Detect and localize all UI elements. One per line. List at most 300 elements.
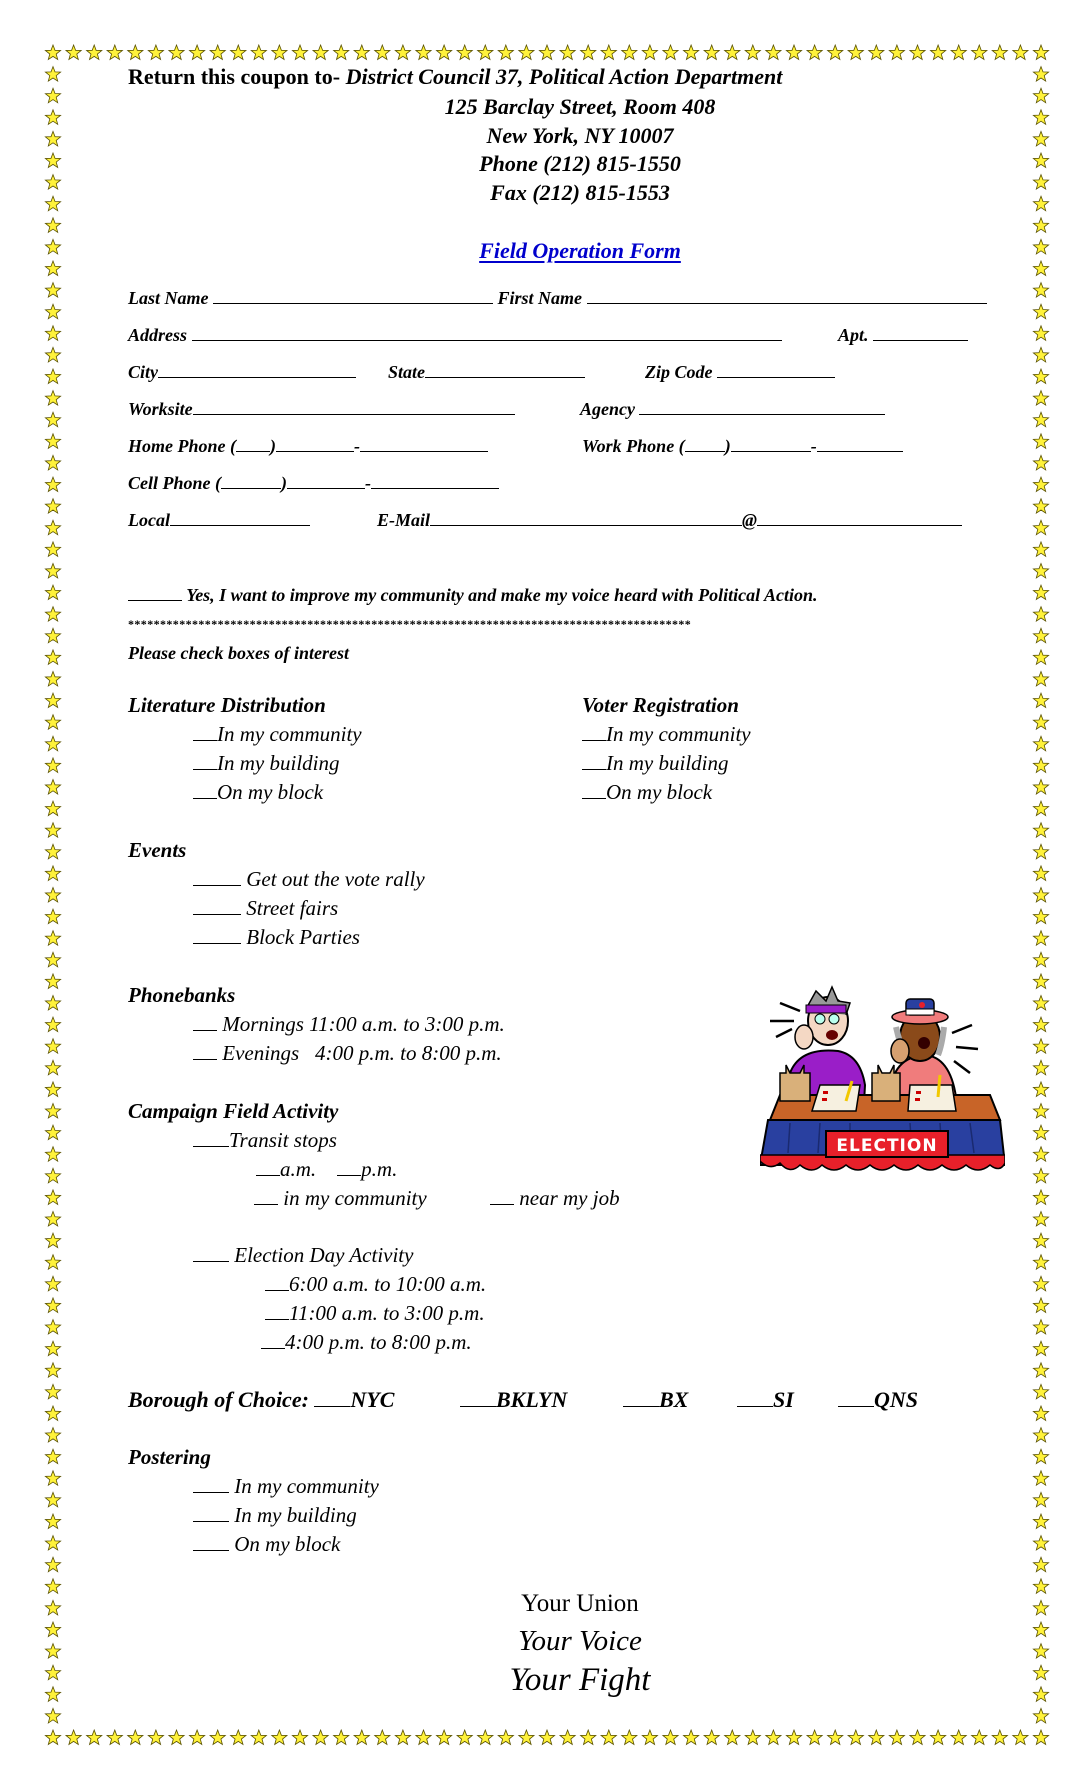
events-heading: Events xyxy=(128,838,187,862)
star-icon xyxy=(1033,1212,1048,1227)
cell-phone-label: Cell Phone ( xyxy=(128,473,221,493)
checkbox[interactable] xyxy=(193,784,217,799)
star-icon xyxy=(498,45,513,60)
state-label: State xyxy=(388,362,426,382)
star-icon xyxy=(45,1514,60,1528)
borough-bklyn: BKLYN xyxy=(496,1387,568,1412)
star-icon xyxy=(931,45,946,60)
borough-si: SI xyxy=(773,1387,794,1412)
checkbox[interactable] xyxy=(193,726,217,741)
star-icon xyxy=(210,1730,225,1745)
opt-in-checkbox[interactable] xyxy=(128,586,182,601)
star-icon xyxy=(45,1276,60,1291)
star-icon xyxy=(457,45,472,60)
star-icon xyxy=(1013,45,1028,60)
star-icon xyxy=(45,909,60,924)
star-icon xyxy=(45,1298,60,1313)
star-icon xyxy=(45,1233,60,1248)
star-icon xyxy=(1033,823,1048,838)
transit-location-row: in my community xyxy=(254,1186,427,1211)
form-title-link[interactable]: Field Operation Form xyxy=(479,238,681,263)
star-icon xyxy=(1033,45,1048,60)
city-row xyxy=(128,362,356,383)
phonebanks-item: Mornings 11:00 a.m. to 3:00 p.m. xyxy=(193,1012,505,1037)
star-icon xyxy=(931,1730,946,1745)
star-icon xyxy=(334,45,349,60)
literature-item: In my building xyxy=(193,751,339,776)
star-icon xyxy=(45,1406,60,1420)
cell-phone-area-field[interactable] xyxy=(221,474,281,489)
star-icon xyxy=(807,45,822,60)
paren: ) xyxy=(281,473,287,493)
literature-heading: Literature Distribution xyxy=(128,693,326,717)
slogan-voice: Your Voice xyxy=(518,1625,642,1657)
star-icon xyxy=(1033,715,1048,730)
star-icon xyxy=(45,607,60,621)
voter-item: In my community xyxy=(582,722,751,747)
checkbox[interactable] xyxy=(582,784,606,799)
star-icon xyxy=(231,1730,246,1745)
star-icon xyxy=(910,45,925,60)
election-slot: 6:00 a.m. to 10:00 a.m. xyxy=(265,1272,486,1297)
checkbox[interactable] xyxy=(623,1392,659,1407)
checkbox[interactable] xyxy=(582,726,606,741)
star-icon xyxy=(1033,931,1048,946)
star-icon xyxy=(45,218,60,233)
home-phone-line-field[interactable] xyxy=(360,437,488,452)
star-icon xyxy=(45,1384,60,1398)
checkbox[interactable] xyxy=(265,1276,289,1291)
star-icon xyxy=(745,1730,760,1745)
checkbox[interactable] xyxy=(582,755,606,770)
star-icon xyxy=(869,45,884,60)
star-icon xyxy=(1033,650,1048,664)
literature-item: In my community xyxy=(193,722,362,747)
election-day-item: Election Day Activity xyxy=(193,1243,413,1268)
star-icon xyxy=(1033,801,1048,816)
address-field[interactable] xyxy=(192,326,782,341)
star-icon xyxy=(395,45,410,60)
star-icon xyxy=(725,45,740,60)
star-icon xyxy=(1033,218,1048,233)
star-icon xyxy=(1033,780,1048,795)
phonebanks-heading: Phonebanks xyxy=(128,983,236,1007)
star-icon xyxy=(1033,1125,1048,1140)
star-icon xyxy=(910,1730,925,1745)
star-icon xyxy=(1033,434,1048,449)
star-icon xyxy=(45,801,60,816)
star-icon xyxy=(45,304,60,319)
separator: **************************************************************************************** xyxy=(128,617,692,631)
paren: ) xyxy=(724,436,731,456)
star-icon xyxy=(272,45,287,60)
star-icon xyxy=(725,1730,740,1745)
star-icon xyxy=(1033,1298,1048,1313)
city-state-zip: New York, NY 10007 xyxy=(486,123,674,148)
star-icon xyxy=(581,45,596,60)
star-icon xyxy=(519,45,534,60)
star-icon xyxy=(457,1730,472,1745)
star-icon xyxy=(519,1730,534,1745)
star-icon xyxy=(292,1730,307,1745)
first-name-field[interactable] xyxy=(587,289,987,304)
star-icon xyxy=(1033,736,1048,751)
star-icon xyxy=(972,45,987,60)
star-icon xyxy=(786,45,801,60)
apt-field[interactable] xyxy=(873,326,968,341)
borough-bx: BX xyxy=(659,1387,689,1412)
star-icon xyxy=(148,45,163,60)
star-icon xyxy=(45,542,60,556)
voter-heading: Voter Registration xyxy=(582,693,739,717)
worksite-field[interactable] xyxy=(193,400,515,415)
star-icon xyxy=(45,564,60,578)
star-icon xyxy=(45,1255,60,1270)
dash: - xyxy=(354,436,360,456)
checkbox[interactable] xyxy=(737,1392,773,1407)
instructions: Please check boxes of interest xyxy=(128,643,349,663)
star-icon xyxy=(87,1730,102,1745)
last-name-field[interactable] xyxy=(213,289,493,304)
checkbox[interactable] xyxy=(256,1161,280,1176)
star-icon xyxy=(869,1730,884,1745)
star-icon xyxy=(354,45,369,60)
state-field[interactable] xyxy=(425,363,585,378)
star-icon xyxy=(560,1730,575,1745)
star-icon xyxy=(66,45,81,60)
star-icon xyxy=(1033,1341,1048,1355)
star-icon xyxy=(704,1730,719,1745)
star-icon xyxy=(313,45,328,60)
email-at: @ xyxy=(742,510,757,530)
star-icon xyxy=(1033,67,1048,82)
star-icon xyxy=(45,1125,60,1140)
dash: - xyxy=(810,436,817,456)
phone-number: Phone (212) 815-1550 xyxy=(479,151,681,176)
checkbox[interactable] xyxy=(193,929,241,944)
star-icon xyxy=(45,952,60,967)
star-icon xyxy=(1033,520,1048,534)
star-icon xyxy=(45,1168,60,1183)
star-icon xyxy=(45,1104,60,1119)
star-icon xyxy=(1033,1708,1048,1723)
email-user-field[interactable] xyxy=(430,511,742,526)
star-icon xyxy=(1033,1233,1048,1248)
work-phone-label: Work Phone ( xyxy=(582,436,685,456)
apt-label: Apt. xyxy=(838,325,869,345)
star-icon xyxy=(1033,1471,1048,1485)
checkbox[interactable] xyxy=(314,1392,350,1407)
organization-name: District Council 37, Political Action Department xyxy=(345,64,783,89)
star-icon xyxy=(45,520,60,534)
star-icon xyxy=(1033,1255,1048,1270)
star-icon xyxy=(251,45,266,60)
star-icon xyxy=(354,1730,369,1745)
city-label: City xyxy=(128,362,158,382)
checkbox[interactable] xyxy=(193,871,241,886)
work-phone-area-field[interactable] xyxy=(685,437,725,452)
star-icon xyxy=(45,996,60,1011)
checkbox[interactable] xyxy=(838,1392,874,1407)
fax-number: Fax (212) 815-1553 xyxy=(490,180,670,205)
star-icon xyxy=(848,1730,863,1745)
star-icon xyxy=(45,391,60,406)
checkbox[interactable] xyxy=(490,1190,514,1205)
star-icon xyxy=(45,866,60,881)
star-icon xyxy=(581,1730,596,1745)
star-icon xyxy=(45,1320,60,1334)
checkbox[interactable] xyxy=(193,1478,229,1493)
star-icon xyxy=(45,888,60,903)
star-icon xyxy=(128,1730,143,1745)
borough-nyc: NYC xyxy=(350,1387,395,1412)
star-icon xyxy=(169,1730,184,1745)
postering-item: In my building xyxy=(193,1503,357,1528)
star-icon xyxy=(190,1730,205,1745)
star-icon xyxy=(45,1212,60,1227)
star-icon xyxy=(1033,499,1048,513)
star-icon xyxy=(395,1730,410,1745)
star-icon xyxy=(416,45,431,60)
star-icon xyxy=(1033,1190,1048,1205)
star-icon xyxy=(766,45,781,60)
star-icon xyxy=(334,1730,349,1745)
star-icon xyxy=(45,844,60,859)
checkbox[interactable] xyxy=(193,1247,229,1262)
local-field[interactable] xyxy=(170,511,310,526)
star-icon xyxy=(45,1190,60,1205)
star-icon xyxy=(45,1492,60,1506)
star-icon xyxy=(1033,347,1048,362)
star-icon xyxy=(889,45,904,60)
slogan-fight: Your Fight xyxy=(509,1662,651,1698)
star-icon xyxy=(1033,1104,1048,1119)
borough-label: Borough of Choice: xyxy=(128,1387,309,1412)
star-icon xyxy=(45,455,60,470)
borough-qns: QNS xyxy=(874,1387,919,1412)
star-icon xyxy=(1033,672,1048,686)
election-slot: 11:00 a.m. to 3:00 p.m. xyxy=(265,1301,485,1326)
star-icon xyxy=(1033,628,1048,642)
star-icon xyxy=(1033,909,1048,924)
star-icon xyxy=(1033,888,1048,903)
star-icon xyxy=(622,45,637,60)
star-icon xyxy=(1033,564,1048,578)
checkbox[interactable] xyxy=(193,1507,229,1522)
star-icon xyxy=(45,499,60,513)
star-icon xyxy=(45,736,60,751)
star-icon xyxy=(313,1730,328,1745)
star-icon xyxy=(45,1471,60,1485)
star-icon xyxy=(1033,1557,1048,1572)
checkbox[interactable] xyxy=(265,1305,289,1320)
star-icon xyxy=(992,45,1007,60)
star-icon xyxy=(478,45,493,60)
star-icon xyxy=(148,1730,163,1745)
star-icon xyxy=(45,369,60,384)
cell-phone-prefix-field[interactable] xyxy=(287,474,365,489)
events-item: Block Parties xyxy=(193,925,360,950)
star-icon xyxy=(45,67,60,82)
star-icon xyxy=(1013,1730,1028,1745)
street-address: 125 Barclay Street, Room 408 xyxy=(444,94,716,119)
star-icon xyxy=(45,758,60,773)
star-icon xyxy=(45,672,60,686)
star-icon xyxy=(45,412,60,427)
star-icon xyxy=(107,45,122,60)
cell-phone-line-field[interactable] xyxy=(371,474,499,489)
agency-label: Agency xyxy=(580,399,635,419)
star-icon xyxy=(1033,369,1048,384)
star-icon xyxy=(45,823,60,838)
star-icon xyxy=(190,45,205,60)
star-icon xyxy=(1033,1147,1048,1162)
star-icon xyxy=(45,477,60,491)
checkbox[interactable] xyxy=(193,755,217,770)
events-item: Get out the vote rally xyxy=(193,867,425,892)
star-icon xyxy=(786,1730,801,1745)
star-icon xyxy=(107,1730,122,1745)
star-icon xyxy=(992,1730,1007,1745)
star-icon xyxy=(1033,996,1048,1011)
star-icon xyxy=(1033,1730,1048,1745)
star-icon xyxy=(622,1730,637,1745)
star-icon xyxy=(45,1060,60,1075)
star-icon xyxy=(951,45,966,60)
zip-label: Zip Code xyxy=(645,362,713,382)
return-prefix: Return this coupon to- xyxy=(128,64,346,89)
zip-field[interactable] xyxy=(717,363,835,378)
checkbox[interactable] xyxy=(193,1536,229,1551)
star-icon xyxy=(1033,866,1048,881)
postering-heading: Postering xyxy=(128,1445,211,1469)
address-label: Address xyxy=(128,325,188,345)
star-icon xyxy=(1033,412,1048,427)
email-domain-field[interactable] xyxy=(757,511,962,526)
checkbox[interactable] xyxy=(337,1161,361,1176)
star-icon xyxy=(45,1147,60,1162)
checkbox[interactable] xyxy=(460,1392,496,1407)
star-icon xyxy=(828,1730,843,1745)
star-icon xyxy=(601,1730,616,1745)
star-icon xyxy=(1033,844,1048,859)
star-icon xyxy=(1033,1536,1048,1550)
ballot-icon xyxy=(812,1085,860,1111)
star-icon xyxy=(478,1730,493,1745)
star-icon xyxy=(66,1730,81,1745)
checkbox[interactable] xyxy=(193,1132,229,1147)
last-name-row xyxy=(128,288,987,309)
star-icon xyxy=(1033,585,1048,599)
star-icon xyxy=(45,1708,60,1723)
star-icon xyxy=(807,1730,822,1745)
dash: - xyxy=(365,473,371,493)
star-icon xyxy=(45,1363,60,1377)
home-phone-area-field[interactable] xyxy=(236,437,270,452)
work-phone-line-field[interactable] xyxy=(817,437,903,452)
star-icon xyxy=(210,45,225,60)
checkbox[interactable] xyxy=(193,1045,217,1060)
star-icon xyxy=(251,1730,266,1745)
star-icon xyxy=(601,45,616,60)
transit-time-row: a.m. p.m. xyxy=(256,1157,397,1182)
star-icon xyxy=(45,1730,60,1745)
star-icon xyxy=(1033,974,1048,989)
voter-item: On my block xyxy=(582,780,712,805)
first-name-label: First Name xyxy=(497,288,583,308)
home-phone-prefix-field[interactable] xyxy=(276,437,354,452)
home-phone-label: Home Phone ( xyxy=(128,436,236,456)
star-icon xyxy=(684,1730,699,1745)
checkbox[interactable] xyxy=(254,1190,278,1205)
star-icon xyxy=(45,434,60,449)
events-item: Street fairs xyxy=(193,896,338,921)
star-icon xyxy=(45,1341,60,1355)
checkbox[interactable] xyxy=(193,900,241,915)
voter-item: In my building xyxy=(582,751,728,776)
star-icon xyxy=(642,1730,657,1745)
star-icon xyxy=(272,1730,287,1745)
star-icon xyxy=(828,45,843,60)
star-icon xyxy=(642,45,657,60)
agency-field[interactable] xyxy=(639,400,885,415)
city-field[interactable] xyxy=(158,363,356,378)
paren: ) xyxy=(270,436,276,456)
star-icon xyxy=(1033,391,1048,406)
star-icon xyxy=(45,1039,60,1054)
slogan-union: Your Union xyxy=(521,1590,639,1617)
star-icon xyxy=(1033,1406,1048,1420)
star-icon xyxy=(766,1730,781,1745)
star-icon xyxy=(684,45,699,60)
email-label: E-Mail xyxy=(377,510,431,530)
star-icon xyxy=(45,628,60,642)
star-icon xyxy=(45,283,60,298)
star-icon xyxy=(416,1730,431,1745)
worksite-label: Worksite xyxy=(128,399,193,419)
star-icon xyxy=(45,1017,60,1032)
return-address-line xyxy=(128,64,782,90)
star-icon xyxy=(45,1536,60,1550)
star-icon xyxy=(663,45,678,60)
local-label: Local xyxy=(128,510,170,530)
star-icon xyxy=(375,45,390,60)
borough-row xyxy=(128,1387,394,1413)
star-icon xyxy=(437,1730,452,1745)
star-icon xyxy=(45,45,60,60)
election-table-clipart xyxy=(760,985,1005,1180)
star-icon xyxy=(45,1428,60,1442)
campaign-heading: Campaign Field Activity xyxy=(128,1099,339,1123)
opt-in-text: Yes, I want to improve my community and make my voice heard with Political Action. xyxy=(186,585,818,605)
work-phone-prefix-field[interactable] xyxy=(731,437,811,452)
checkbox[interactable] xyxy=(193,1016,217,1031)
star-icon xyxy=(45,585,60,599)
checkbox[interactable] xyxy=(261,1334,285,1349)
star-icon xyxy=(292,45,307,60)
election-slot: 4:00 p.m. to 8:00 p.m. xyxy=(261,1330,472,1355)
star-icon xyxy=(87,45,102,60)
star-icon xyxy=(1033,1514,1048,1528)
star-icon xyxy=(1033,607,1048,621)
star-icon xyxy=(1033,1428,1048,1442)
star-icon xyxy=(169,45,184,60)
address-row xyxy=(128,325,782,346)
star-icon xyxy=(1033,952,1048,967)
star-icon xyxy=(45,974,60,989)
star-icon xyxy=(45,715,60,730)
election-banner-text: ELECTION xyxy=(836,1136,938,1156)
